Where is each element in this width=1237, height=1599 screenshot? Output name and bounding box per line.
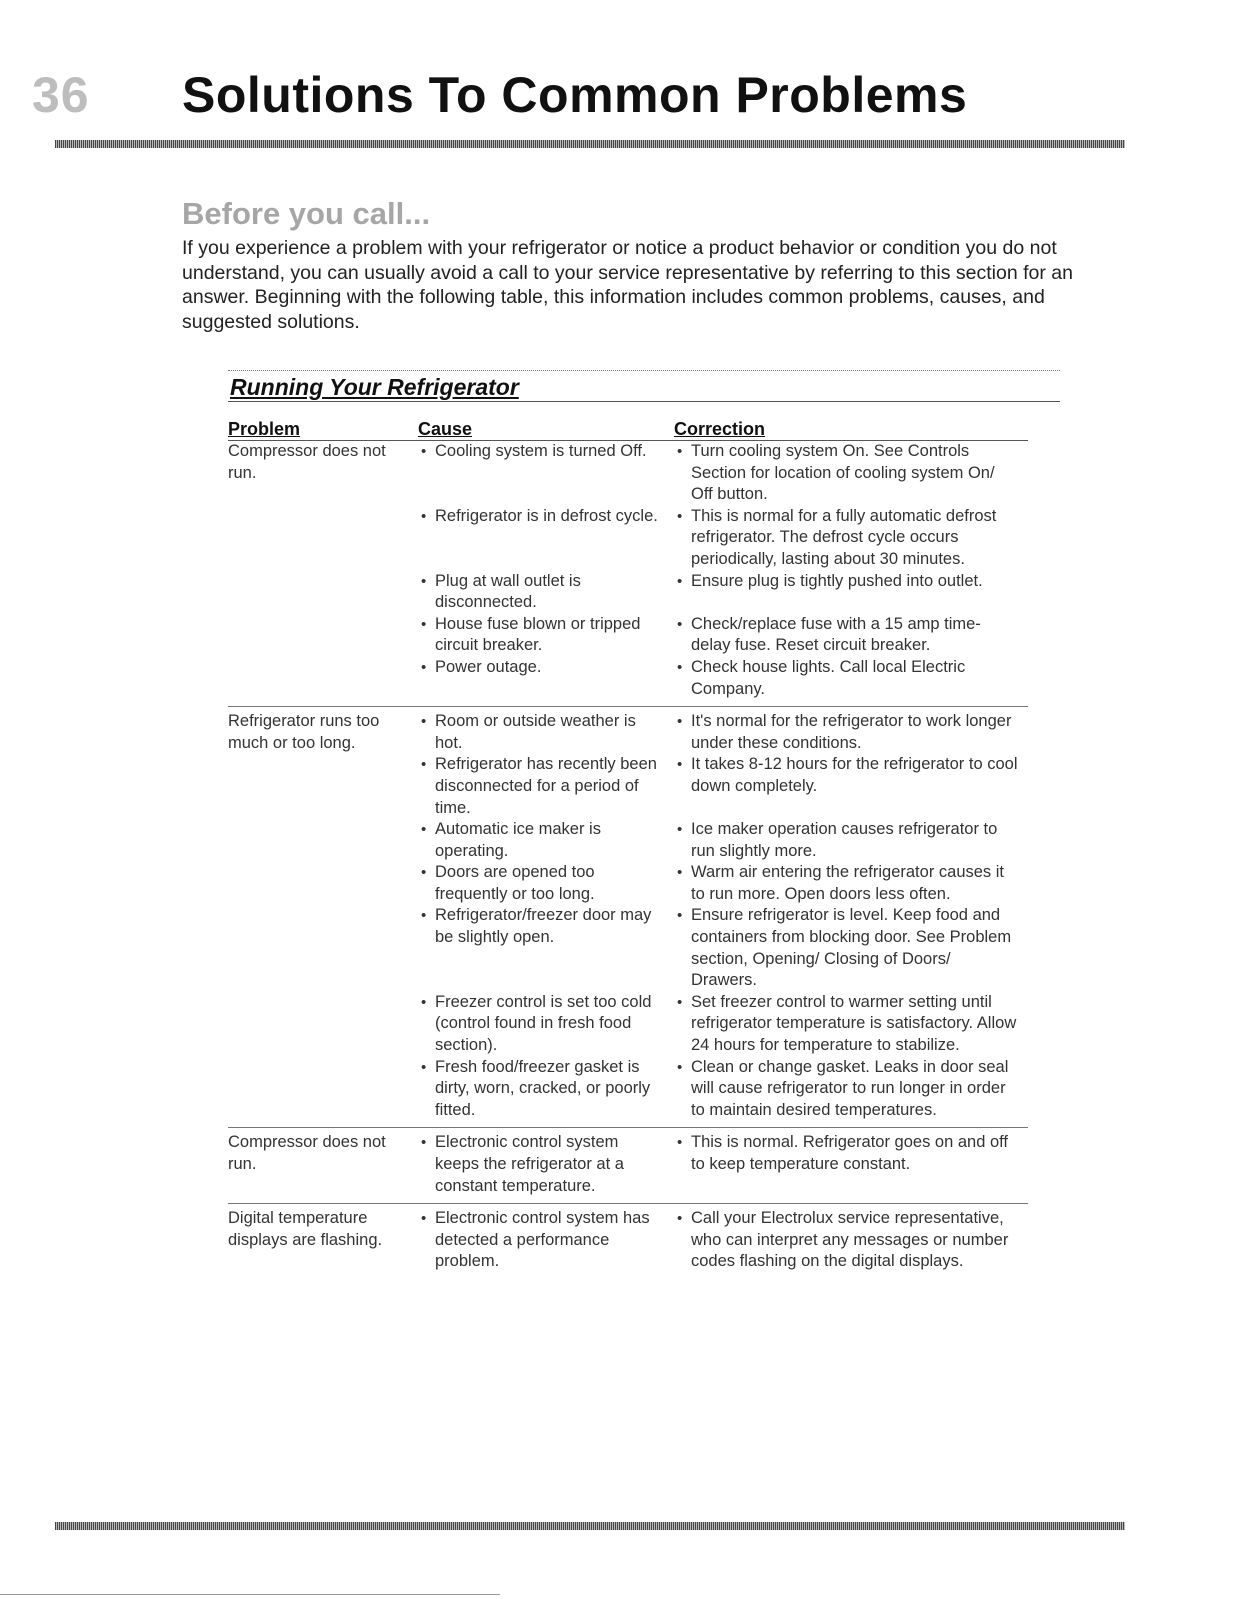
problem-cell: Compressor does not run. [228,442,386,482]
cause-item: • Room or outside weather is hot. [418,711,674,754]
problem-cell: Refrigerator runs too much or too long. [228,712,380,752]
page-number: 36 [32,67,90,123]
correction-item: • Set freezer control to warmer setting until refrigerator temperature is satisfactory. Allow 24 hours for temperature to stabilize. [674,992,1028,1057]
correction-item: • Ice maker operation causes refrigerator to run slightly more. [674,819,1028,862]
table-row [228,707,1028,1128]
correction-item: • Clean or change gasket. Leaks in door seal will cause refrigerator to run longer in order to maintain desired temperatures. [674,1057,1028,1122]
correction-item: • Check house lights. Call local Electric Company. [674,657,1028,700]
table-title: Running Your Refrigerator [230,374,519,400]
cause-item: • Freezer control is set too cold (control found in fresh food section). [418,992,674,1057]
cause-item: • Refrigerator/freezer door may be slightly open. [418,905,674,991]
correction-item: • Turn cooling system On. See Controls Section for location of cooling system On/ Off button. [674,441,1028,506]
cause-item: • Refrigerator has recently been disconnected for a period of time. [418,754,674,819]
correction-item: • Call your Electrolux service representative, who can interpret any messages or number codes flashing on the digital displays. [674,1208,1028,1273]
problem-cell: Digital temperature displays are flashing. [228,1209,383,1249]
table-row [228,441,1028,707]
cause-column-header: Cause [418,419,473,439]
cause-item: • Automatic ice maker is operating. [418,819,674,862]
table-title-rule [228,401,1060,402]
correction-item: • Warm air entering the refrigerator causes it to run more. Open doors less often. [674,862,1028,905]
correction-item: • It takes 8-12 hours for the refrigerator to cool down completely. [674,754,1028,819]
problem-column-header: Problem [228,419,301,439]
table-header-row [228,418,1028,441]
problem-cell: Compressor does not run. [228,1133,386,1173]
table-top-rule [228,370,1060,371]
cause-item: • Doors are opened too frequently or too long. [418,862,674,905]
cause-item: • House fuse blown or tripped circuit breaker. [418,614,674,657]
correction-item: • It's normal for the refrigerator to work longer under these conditions. [674,711,1028,754]
footer-rule [0,1594,500,1595]
correction-item: • Check/replace fuse with a 15 amp time-delay fuse. Reset circuit breaker. [674,614,1028,657]
cause-item: • Plug at wall outlet is disconnected. [418,571,674,614]
cause-item: • Electronic control system has detected a performance problem. [418,1208,674,1273]
table-row [228,1128,1028,1204]
troubleshooting-table [228,418,1028,1279]
cause-item: • Power outage. [418,657,674,700]
cause-item: • Electronic control system keeps the refrigerator at a constant temperature. [418,1132,674,1197]
correction-column-header: Correction [674,419,766,439]
header-divider [55,140,1125,148]
cause-item: • Refrigerator is in defrost cycle. [418,506,674,571]
intro-paragraph: If you experience a problem with your refrigerator or notice a product behavior or condition you do not understand, you can usually avoid a call to your service representative by referring to this section for an answer. Beginning with the following table, this information includes common problems, causes, and suggested solutions. [182,237,1073,333]
correction-item: • This is normal. Refrigerator goes on and off to keep temperature constant. [674,1132,1028,1197]
page-title: Solutions To Common Problems [182,67,968,123]
cause-item: • Fresh food/freezer gasket is dirty, worn, cracked, or poorly fitted. [418,1057,674,1122]
correction-item: • This is normal for a fully automatic defrost refrigerator. The defrost cycle occurs periodically, lasting about 30 minutes. [674,506,1028,571]
correction-item: • Ensure plug is tightly pushed into outlet. [674,571,1028,614]
footer-divider [55,1522,1125,1530]
correction-item: • Ensure refrigerator is level. Keep food and containers from blocking door. See Problem section, Opening/ Closing of Doors/ Drawers. [674,905,1028,991]
table-row [228,1204,1028,1279]
cause-item: • Cooling system is turned Off. [418,441,674,506]
section-title: Before you call... [182,196,431,231]
